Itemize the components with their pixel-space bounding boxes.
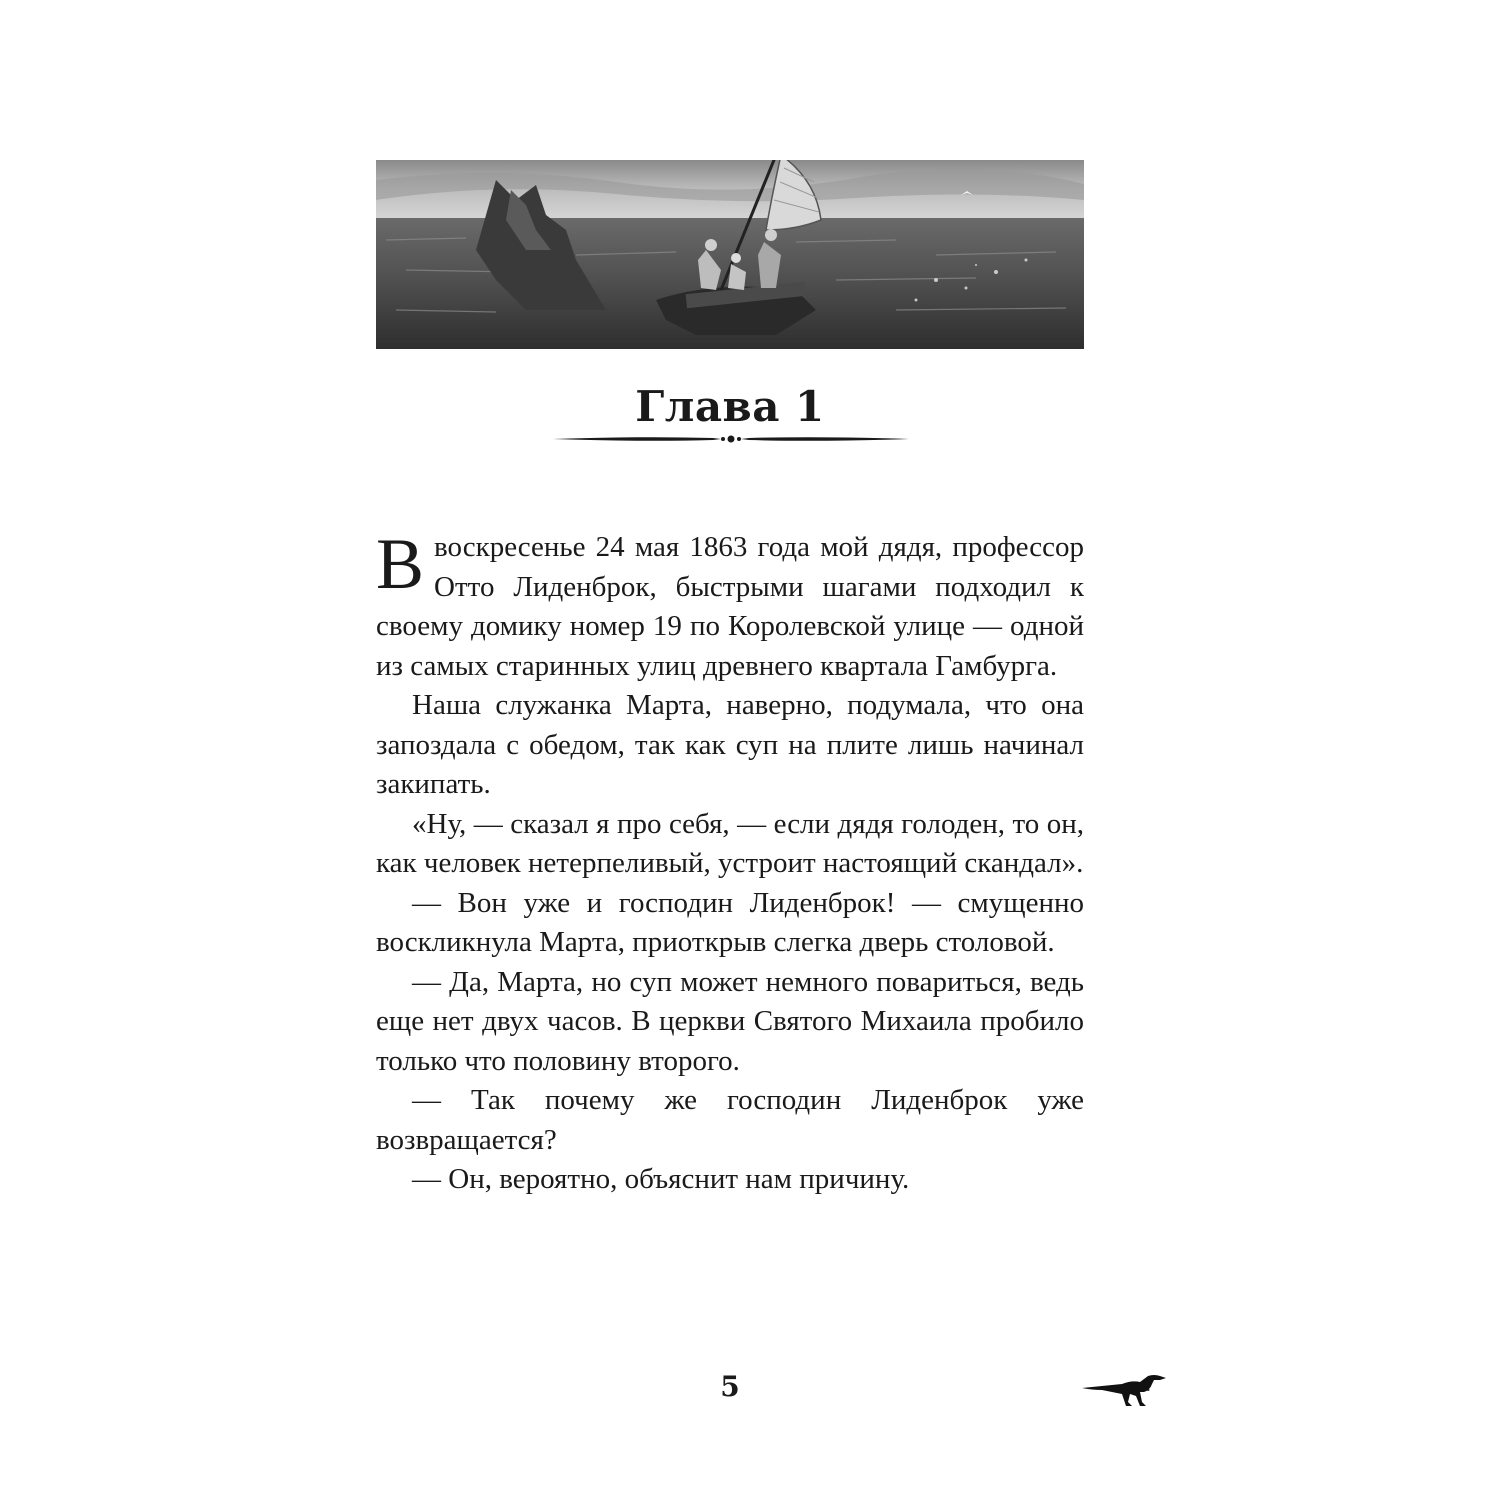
title-ornament <box>553 430 909 448</box>
chapter-illustration <box>376 160 1084 349</box>
chapter-title: Глава 1 <box>635 382 825 431</box>
paragraph-3: «Ну, — сказал я про себя, — если дядя голоден, то он, как человек нетерпеливый, устроит настоящий скандал». <box>376 807 1084 879</box>
raft-at-sea-illustration-icon <box>376 160 1084 349</box>
paragraph-1 <box>376 524 1084 686</box>
paragraph-1-text: воскресенье 24 мая 1863 года мой дядя, профессор Отто Лиденброк, быстрыми шагами подходил к своему домику номер 19 по Королевской улице — одной из самых старинных улиц древнего квартала Гамбурга. <box>376 531 1084 682</box>
chapter-body <box>376 524 1084 1200</box>
paragraph-2: Наша служанка Марта, наверно, подумала, что она запоздала с обедом, так как суп на плите лишь начинал закипать. <box>376 689 1084 800</box>
drop-cap: В <box>376 524 425 604</box>
paragraph-4: — Вон уже и господин Лиденброк! — смущенно воскликнула Марта, приоткрыв слегка дверь столовой. <box>376 886 1084 958</box>
dinosaur-icon <box>1082 1372 1166 1408</box>
paragraph-5: — Да, Марта, но суп может немного повариться, ведь еще нет двух часов. В церкви Святого Михаила пробило только что половину второго. <box>376 965 1084 1077</box>
paragraph-7: — Он, вероятно, объяснит нам причину. <box>412 1163 910 1195</box>
paragraph-6: — Так почему же господин Лиденброк уже возвращается? <box>376 1084 1084 1156</box>
page-number: 5 <box>720 1370 740 1403</box>
